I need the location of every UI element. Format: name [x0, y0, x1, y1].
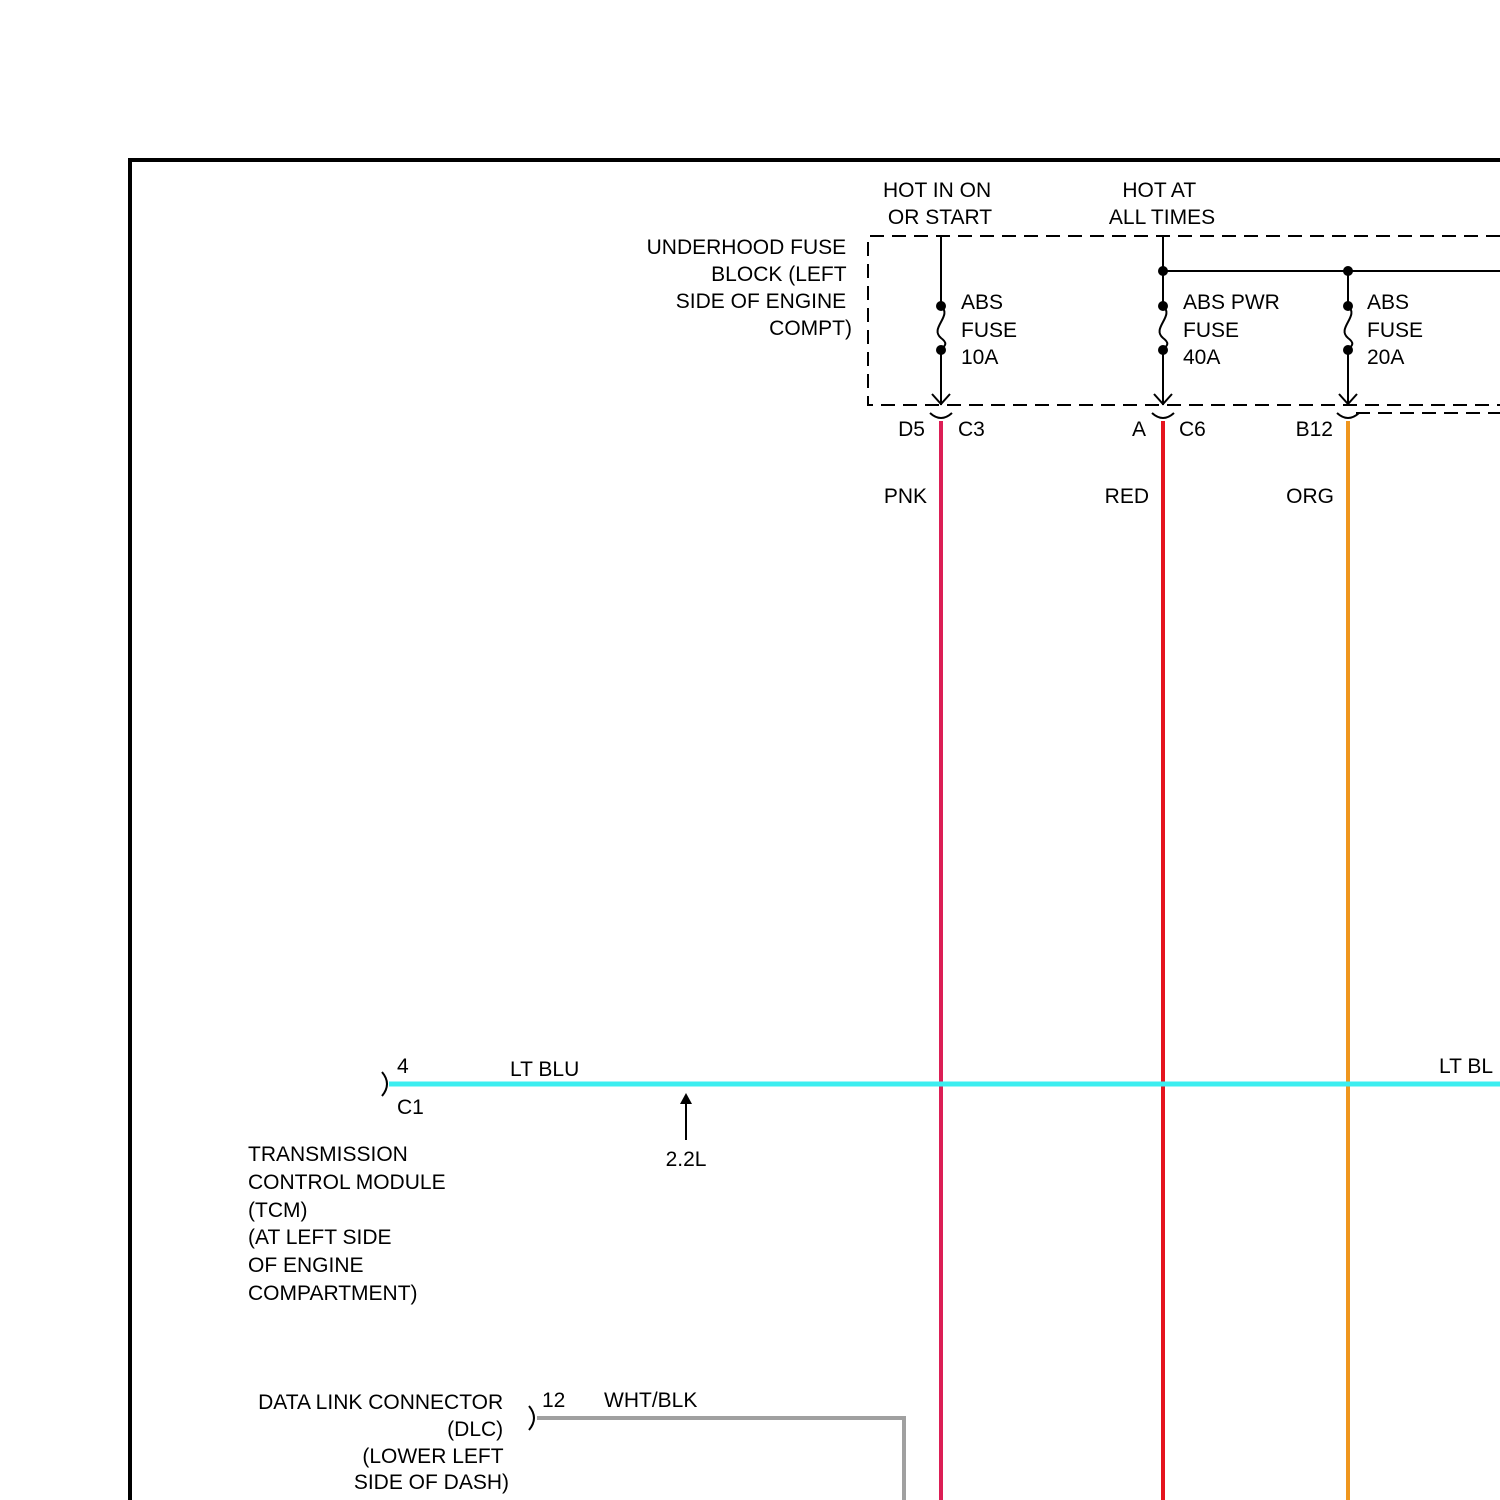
fuse-label: ABS FUSE 10A: [961, 291, 1018, 369]
wire-color-label: PNK: [883, 485, 927, 508]
dlc-wire: [537, 1418, 904, 1500]
connector-right-label: C3: [958, 418, 985, 441]
tcm-connector-label: C1: [397, 1096, 424, 1119]
fuse-label: ABS FUSE 20A: [1367, 291, 1424, 369]
fuse-icon: [1345, 306, 1353, 350]
connector-left-label: A: [1131, 418, 1146, 441]
dlc-wire-label: WHT/BLK: [604, 1389, 698, 1412]
hot-in-on-label: HOT IN ON OR START: [883, 179, 993, 229]
fuse-icon: [1160, 306, 1168, 350]
tcm-label: TRANSMISSION CONTROL MODULE (TCM) (AT LEFT SIDE OF ENGINE COMPARTMENT): [248, 1143, 446, 1305]
wire-color-label: ORG: [1286, 485, 1334, 508]
fuse-circuit-abs-pwr-40a: [1132, 236, 1286, 441]
connector-cup-icon: [930, 413, 952, 418]
fuse-circuit-abs-10a: [898, 236, 1023, 441]
connector-right-label: C6: [1179, 418, 1206, 441]
fuse-block-label: UNDERHOOD FUSE BLOCK (LEFT SIDE OF ENGINE COMPT): [646, 236, 852, 340]
data-line-label-left: LT BLU: [510, 1058, 580, 1081]
connector-cup-icon: [1337, 413, 1359, 418]
tcm-pin-label: 4: [397, 1055, 409, 1078]
connector-left-label: B12: [1295, 418, 1333, 441]
hot-at-all-times-label: HOT AT ALL TIMES: [1108, 179, 1216, 229]
fuse-label: ABS PWR FUSE 40A: [1183, 291, 1280, 369]
fuse-circuit-abs-20a: [1296, 271, 1429, 441]
dlc-label: DATA LINK CONNECTOR (DLC) (LOWER LEFT SIDE OF DASH): [258, 1391, 509, 1494]
connector-left-label: D5: [898, 418, 925, 441]
up-arrow-icon: [680, 1093, 692, 1104]
engine-note-label: 2.2L: [665, 1148, 707, 1171]
fuse-icon: [938, 306, 946, 350]
tcm-connector-icon: [382, 1072, 387, 1096]
connector-cup-icon: [1152, 413, 1174, 418]
dlc-pin-label: 12: [542, 1389, 566, 1412]
dlc-connector-icon: [529, 1406, 534, 1430]
data-line-label-right: LT BL: [1439, 1055, 1494, 1078]
wire-color-label: RED: [1104, 485, 1149, 508]
